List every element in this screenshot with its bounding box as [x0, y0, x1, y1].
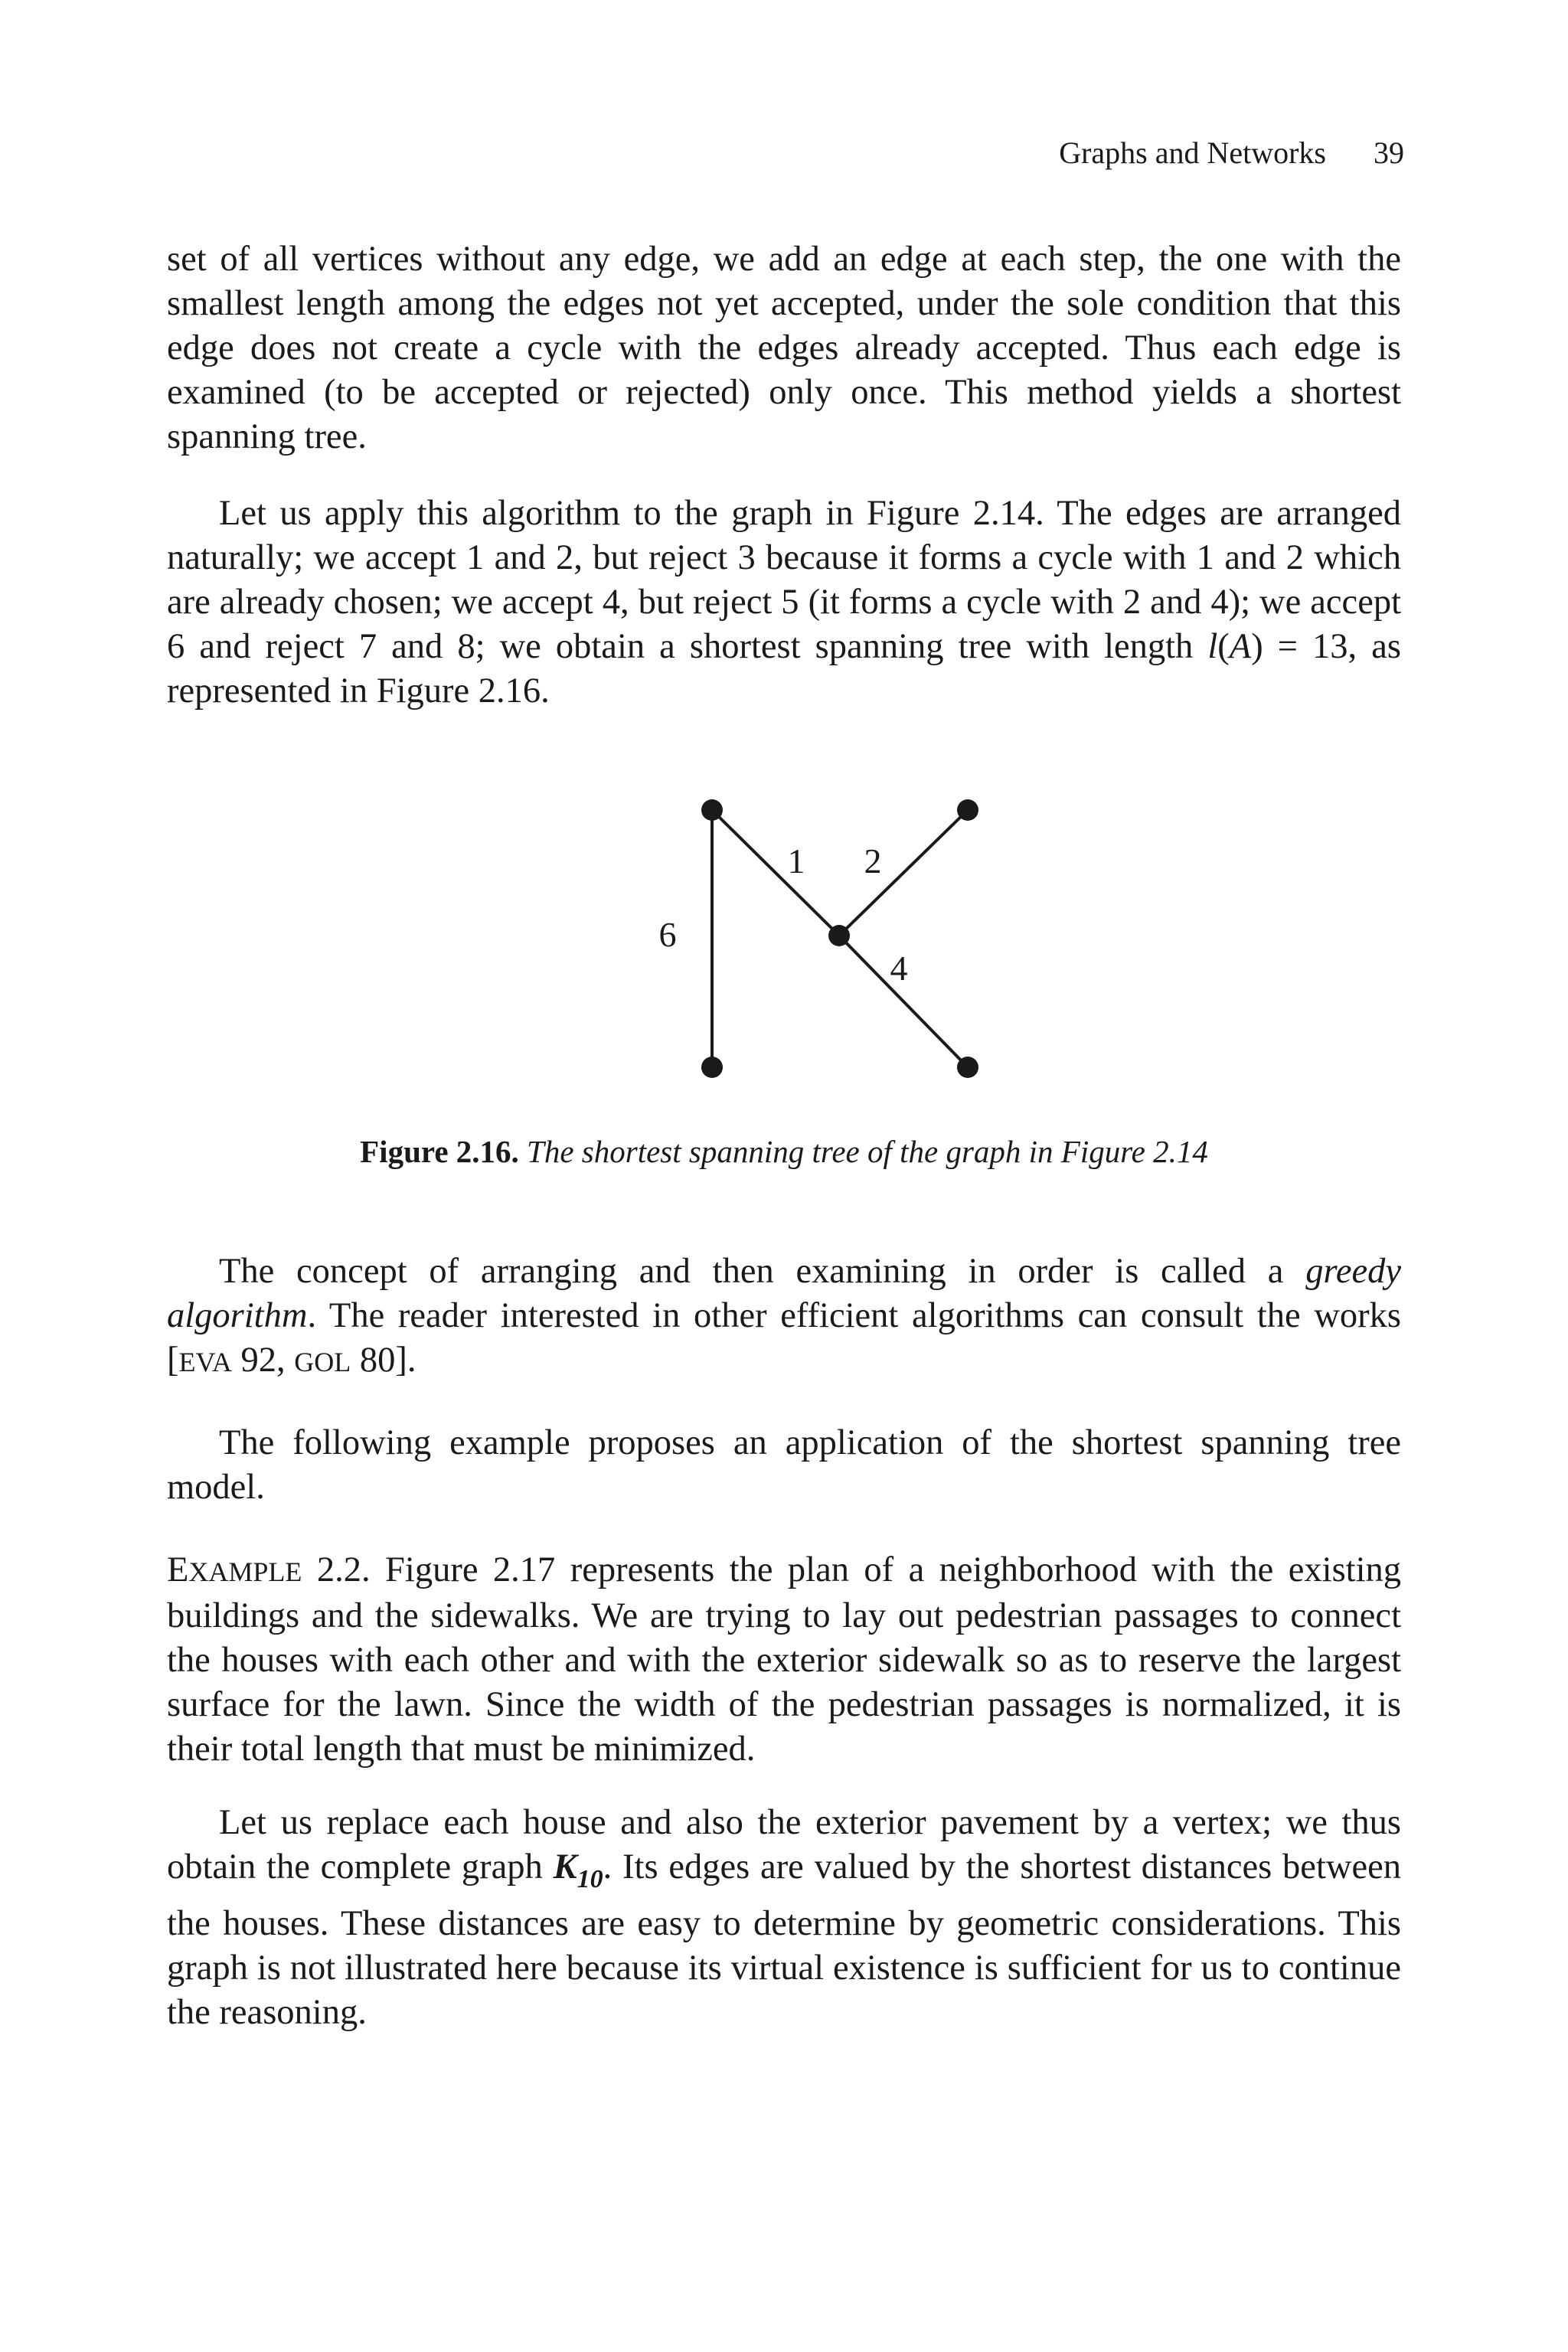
reference-gol: GOL	[294, 1347, 351, 1377]
edge-2	[839, 810, 968, 936]
length-symbol-l: l	[1207, 627, 1218, 666]
spanning-tree-diagram	[0, 773, 1568, 1102]
paragraph-6	[167, 1801, 1401, 2035]
reference-eva: EVA	[178, 1347, 232, 1377]
figure-spanning-tree	[0, 773, 1568, 1102]
edge-label-4: 4	[890, 949, 908, 988]
vertex-top-right	[957, 799, 978, 821]
paren-open: (	[1217, 627, 1230, 666]
paragraph-6-text-b: . Its edges are valued by the shortest distances between the houses. These distances are easy to determine by geometric considerations. This graph is not illustrated here because its virtual existence is sufficient for us to continue the reasoning.	[167, 1847, 1401, 2032]
example-label-rest: XAMPLE	[188, 1557, 302, 1587]
edge-1	[712, 810, 839, 936]
example-label-initial: E	[167, 1550, 189, 1589]
edge-label-2: 2	[864, 841, 882, 880]
vertex-top-left	[701, 799, 723, 821]
running-title: Graphs and Networks	[1059, 136, 1326, 170]
paragraph-2	[167, 492, 1401, 714]
paragraph-6-text-a: Let us replace each house and also the exterior pavement by a vertex; we thus obtain the complete graph	[167, 1803, 1401, 1886]
figure-caption	[0, 1133, 1568, 1171]
greedy-algorithm-term: greedy algorithm	[167, 1252, 1401, 1335]
page-number: 39	[1374, 136, 1404, 170]
caption-text: The shortest spanning tree of the graph in Figure 2.14	[527, 1134, 1208, 1169]
paragraph-2-text-b: ) = 13, as represented in Figure 2.16.	[167, 627, 1401, 710]
paragraph-3-text-c: 92,	[231, 1341, 295, 1380]
paragraph-3-text-b: . The reader interested in other efficient algorithms can consult the works [	[167, 1296, 1401, 1380]
graph-subscript: 10	[577, 1865, 603, 1893]
paragraph-2-text-a: Let us apply this algorithm to the graph in Figure 2.14. The edges are arranged naturally; we accept 1 and 2, but reject 3 because it forms a cycle with 1 and 2 which are already chosen; we accept 4, but reject 5 (it forms a cycle with 2 and 4); we accept 6 and reject 7 and 8; we obtain a shortest spanning tree with length	[167, 494, 1401, 666]
paragraph-4	[167, 1421, 1401, 1510]
edge-label-1: 1	[787, 841, 805, 880]
paragraph-1-text: set of all vertices without any edge, we add an edge at each step, the one with the smallest length among the edges not yet accepted, under the sole condition that this edge does not create a cycle with the edges already accepted. Thus each edge is examined (to be accepted or rejected) only once. This method yields a shortest spanning tree.	[167, 240, 1401, 456]
vertex-center	[828, 925, 850, 946]
paragraph-5-text: 2.2. Figure 2.17 represents the plan of a neighborhood with the existing buildings and the sidewalks. We are trying to lay out pedestrian passages to connect the houses with each other and with the exterior sidewalk so as to reserve the largest surface for the lawn. Since the width of the pedestrian passages is normalized, it is their total length that must be minimized.	[167, 1550, 1401, 1769]
running-header	[1059, 135, 1404, 172]
vertex-bottom-left	[701, 1057, 723, 1078]
edge-label-6: 6	[658, 915, 677, 954]
length-symbol-a: A	[1229, 627, 1252, 666]
paragraph-3-text-d: 80].	[351, 1341, 416, 1380]
complete-graph-symbol	[553, 1847, 603, 1893]
graph-k: K	[553, 1847, 577, 1886]
vertex-bottom-right	[957, 1057, 978, 1078]
paragraph-4-text: The following example proposes an application of the shortest spanning tree model.	[167, 1423, 1401, 1507]
caption-label: Figure 2.16.	[360, 1134, 519, 1169]
paragraph-5	[167, 1548, 1401, 1772]
paragraph-1	[167, 237, 1401, 459]
paragraph-3	[167, 1250, 1401, 1384]
paragraph-3-text-a: The concept of arranging and then examining in order is called a	[219, 1252, 1306, 1291]
